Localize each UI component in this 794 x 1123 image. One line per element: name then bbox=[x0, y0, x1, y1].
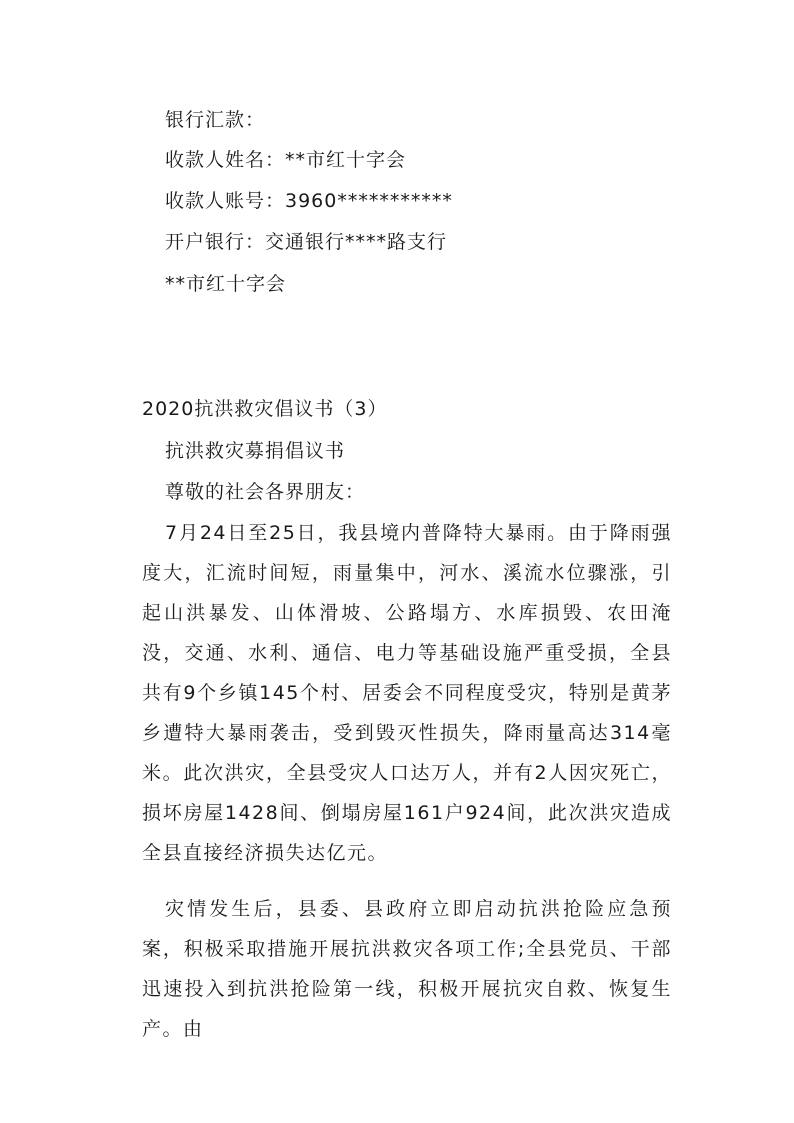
bank-transfer-label: 银行汇款： bbox=[165, 109, 266, 131]
paragraph-text: 灾情发生后，县委、县政府立即启动抗洪抢险应急预案，积极采取措施开展抗洪救灾各项工作;全县党员、干部迅速投入到抗洪抢险第一线，积极开展抗灾自救、恢复生产。由 bbox=[142, 898, 672, 1040]
body-paragraph-2 bbox=[142, 889, 672, 1049]
body-paragraph-1 bbox=[142, 513, 672, 873]
payee-account-line: 收款人账号：3960*********** bbox=[165, 190, 453, 212]
section-heading: 2020抗洪救灾倡议书（3） bbox=[142, 398, 388, 420]
greeting-line: 尊敬的社会各界朋友： bbox=[165, 481, 366, 503]
section-subtitle: 抗洪救灾募捐倡议书 bbox=[165, 440, 346, 462]
payee-name-line: 收款人姓名：**市红十字会 bbox=[165, 149, 407, 171]
organization-signature: **市红十字会 bbox=[165, 273, 287, 295]
bank-branch-line: 开户银行：交通银行****路支行 bbox=[165, 231, 448, 253]
paragraph-text: 7月24日至25日，我县境内普降特大暴雨。由于降雨强度大，汇流时间短，雨量集中，河水、溪流水位骤涨，引起山洪暴发、山体滑坡、公路塌方、水库损毁、农田淹没，交通、水利、通信、电力等基础设施严重受损，全县共有9个乡镇145个村、居委会不同程度受灾，特别是黄茅乡遭特大暴雨袭击，受到毁灭性损失，降雨量高达314毫米。此次洪灾，全县受灾人口达万人，并有2人因灾死亡，损坏房屋1428间、倒塌房屋161户924间，此次洪灾造成全县直接经济损失达亿元。 bbox=[142, 522, 672, 864]
